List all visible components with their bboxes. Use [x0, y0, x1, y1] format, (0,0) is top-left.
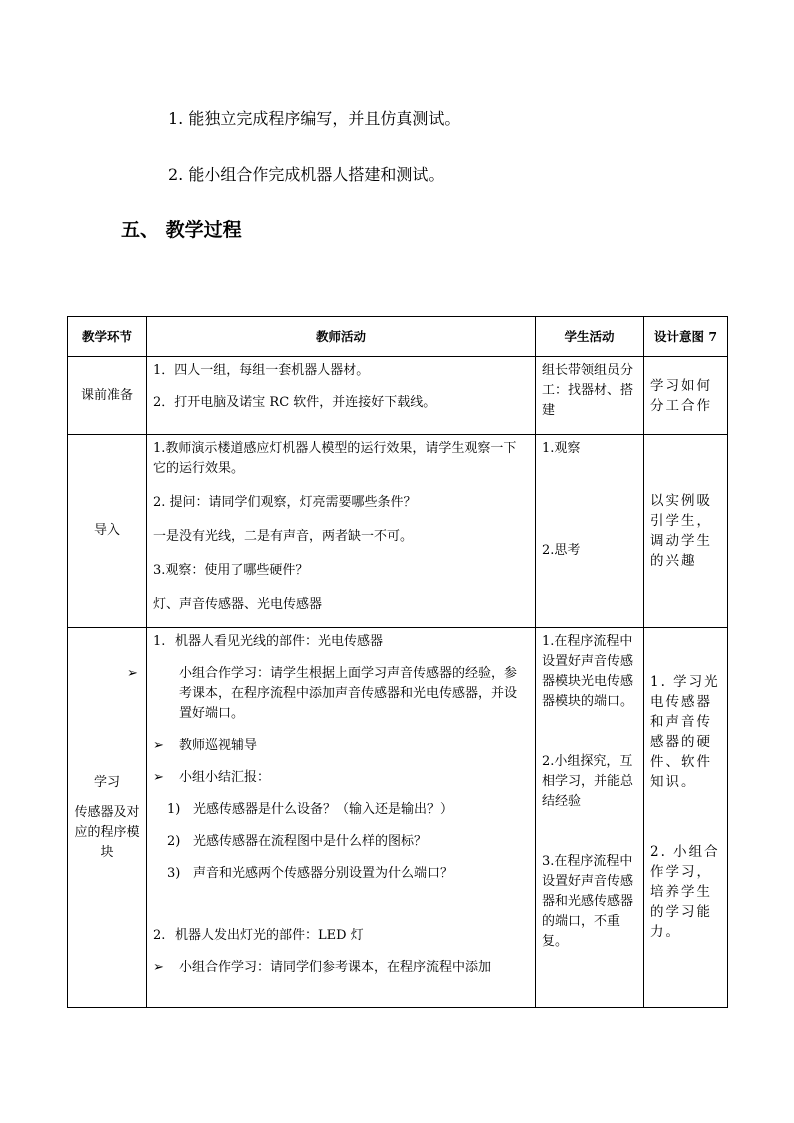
teacher-cell — [127, 628, 536, 1008]
list-number: 1. — [153, 634, 166, 649]
teacher-cell — [147, 435, 536, 628]
teacher-line: 灯、声音传感器、光电传感器 — [153, 597, 323, 612]
header-intent: 设计意图 7 — [644, 317, 728, 357]
intent-cell — [644, 628, 728, 1008]
bullet-item — [127, 664, 529, 724]
teacher-line: 1.教师演示楼道感应灯机器人模型的运行效果，请学生观察一下它的运行效果。 — [153, 441, 517, 476]
teacher-heading — [153, 926, 529, 946]
bullet-item — [153, 768, 529, 788]
arrow-bullet-icon: ➢ — [153, 770, 164, 785]
intent-cell: 学习如何分工合作 — [644, 357, 728, 435]
intent-line: 2. 小组合作学习，培养学生的学习能力。 — [650, 844, 720, 940]
student-cell — [536, 628, 644, 1008]
teacher-line: 3.观察：使用了哪些硬件？ — [153, 563, 309, 578]
question-item — [153, 800, 529, 820]
header-student: 学生活动 — [536, 317, 644, 357]
teacher-line: 教师巡视辅导 — [179, 738, 258, 753]
teacher-line: 1．四人一组，每组一套机器人器材。 — [153, 363, 370, 378]
arrow-bullet-icon: ➢ — [127, 666, 138, 681]
objective-item-1: 1. 能独立完成程序编写，并且仿真测试。 — [168, 109, 461, 128]
section-title: 五、 教学过程 — [121, 219, 242, 241]
teacher-line: 小组合作学习：请同学们参考课本，在程序流程中添加 — [179, 960, 492, 975]
teacher-line: 小组合作学习：请学生根据上面学习声音传感器的经验，参考课本，在程序流程中添加声音传感器和光电传感器，并设置好端口。 — [179, 666, 518, 721]
arrow-bullet-icon: ➢ — [153, 738, 164, 753]
teacher-line: 光感传感器在流程图中是什么样的图标？ — [193, 834, 428, 849]
student-cell: 组长带领组员分工：找器材、搭建 — [536, 357, 644, 435]
teacher-heading — [153, 632, 529, 652]
table-row — [68, 357, 728, 435]
teacher-line: 小组小结汇报： — [179, 770, 271, 785]
teacher-line: 2．打开电脑及诺宝 RC 软件，并连接好下载线。 — [153, 395, 437, 410]
table-header-row — [68, 317, 728, 357]
stage-line: 学习 — [93, 774, 120, 790]
header-teacher: 教师活动 — [147, 317, 536, 357]
teacher-line: 声音和光感两个传感器分别设置为什么端口？ — [193, 866, 454, 881]
list-number: 2) — [167, 834, 181, 849]
bullet-item — [153, 958, 529, 978]
student-line: 2.小组探究，互相学习，并能总结经验 — [542, 754, 634, 809]
student-line: 1.观察 — [542, 441, 581, 456]
header-stage: 教学环节 — [68, 317, 147, 357]
list-number: 2. — [153, 928, 166, 943]
student-line: 3.在程序流程中设置好声音传感器和光感传感器的端口，不重复。 — [542, 854, 634, 949]
teacher-line: 2. 提问：请同学们观察，灯亮需要哪些条件？ — [153, 495, 417, 510]
teacher-line: 光感传感器是什么设备？（输入还是输出？） — [193, 802, 454, 817]
list-number: 3) — [167, 866, 181, 881]
stage-line: 传感器及对应的程序模块 — [74, 804, 140, 860]
student-cell — [536, 435, 644, 628]
teaching-process-table — [67, 316, 728, 1008]
stage-cell: 导入 — [68, 435, 147, 628]
teacher-line: 机器人看见光线的部件：光电传感器 — [175, 634, 384, 649]
question-item — [153, 864, 529, 884]
teacher-line: 一是没有光线，二是有声音，两者缺一不可。 — [153, 529, 414, 544]
objective-item-2: 2. 能小组合作完成机器人搭建和测试。 — [168, 165, 445, 184]
intent-line: 1. 学习光电传感器和声音传感器的硬件、软件知识。 — [650, 674, 720, 790]
arrow-bullet-icon: ➢ — [153, 960, 164, 975]
stage-cell: 课前准备 — [68, 357, 147, 435]
list-number: 1) — [167, 802, 181, 817]
intent-cell: 以实例吸引学生，调动学生的兴趣 — [644, 435, 728, 628]
stage-cell — [68, 628, 147, 1008]
student-line: 1.在程序流程中设置好声音传感器模块光电传感器模块的端口。 — [542, 634, 634, 709]
question-item — [153, 832, 529, 852]
table-row — [68, 628, 728, 1008]
teacher-cell — [147, 357, 536, 435]
table-row — [68, 435, 728, 628]
bullet-item — [153, 736, 529, 756]
student-line: 2.思考 — [542, 543, 581, 558]
teacher-line: 机器人发出灯光的部件：LED 灯 — [175, 928, 364, 943]
